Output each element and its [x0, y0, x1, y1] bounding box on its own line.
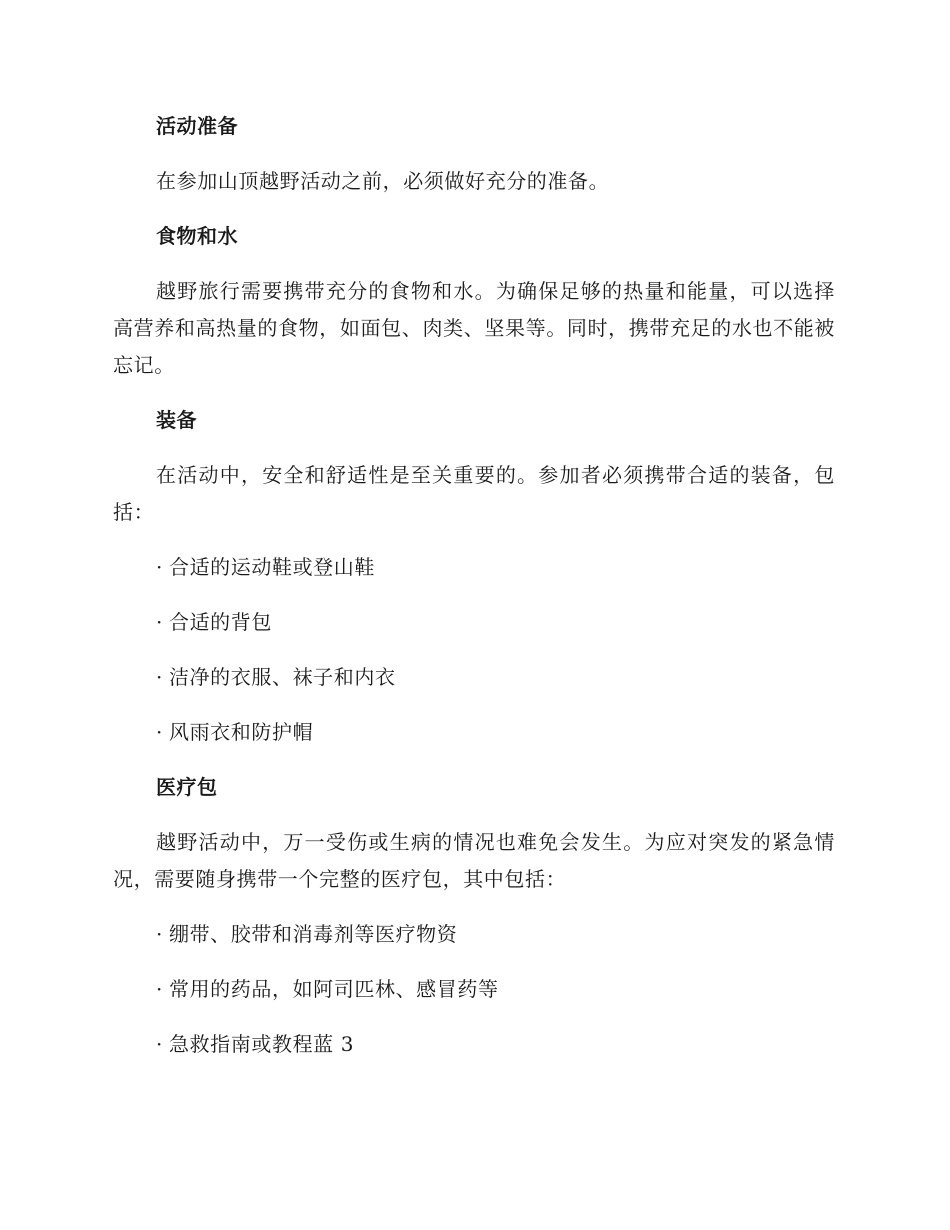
- list-item: [113, 971, 835, 1007]
- list-item-text: 合适的运动鞋或登山鞋: [168, 555, 375, 579]
- paragraph-food-water: 越野旅行需要携带充分的食物和水。为确保足够的热量和能量，可以选择高营养和高热量的食物，如面包、肉类、坚果等。同时，携带充足的水也不能被忘记。: [113, 279, 835, 377]
- bullet-dot: ·: [156, 922, 163, 946]
- section-heading-equipment: 装备: [156, 408, 197, 432]
- section-heading-food-water: 食物和水: [156, 224, 238, 248]
- list-item: [113, 714, 835, 750]
- paragraph-medical-kit: 越野活动中，万一受伤或生病的情况也难免会发生。为应对突发的紧急情况，需要随身携带一个完整的医疗包，其中包括：: [113, 830, 835, 891]
- list-item: [113, 549, 835, 585]
- bullet-dot: ·: [156, 977, 163, 1001]
- bullet-dot: ·: [156, 720, 163, 744]
- list-item-text: 风雨衣和防护帽: [168, 720, 314, 744]
- section-heading-activity-prep: 活动准备: [156, 114, 238, 138]
- bullet-dot: ·: [156, 1032, 163, 1056]
- list-item-text: 急救指南或教程蓝 3: [168, 1032, 355, 1056]
- bullet-dot: ·: [156, 665, 163, 689]
- list-item: [113, 916, 835, 952]
- list-item-text: 常用的药品，如阿司匹林、感冒药等: [168, 977, 499, 1001]
- paragraph-equipment: 在活动中，安全和舒适性是至关重要的。参加者必须携带合适的装备，包括：: [113, 463, 835, 524]
- document-page: [113, 108, 835, 1081]
- paragraph-activity-prep: 在参加山顶越野活动之前，必须做好充分的准备。: [156, 169, 610, 193]
- list-item-text: 洁净的衣服、袜子和内衣: [168, 665, 396, 689]
- list-item-text: 合适的背包: [168, 610, 272, 634]
- list-item: [113, 659, 835, 695]
- section-heading-medical-kit: 医疗包: [156, 775, 218, 799]
- bullet-dot: ·: [156, 610, 163, 634]
- list-item: [113, 1026, 835, 1062]
- list-item-text: 绷带、胶带和消毒剂等医疗物资: [168, 922, 458, 946]
- bullet-dot: ·: [156, 555, 163, 579]
- list-item: [113, 604, 835, 640]
